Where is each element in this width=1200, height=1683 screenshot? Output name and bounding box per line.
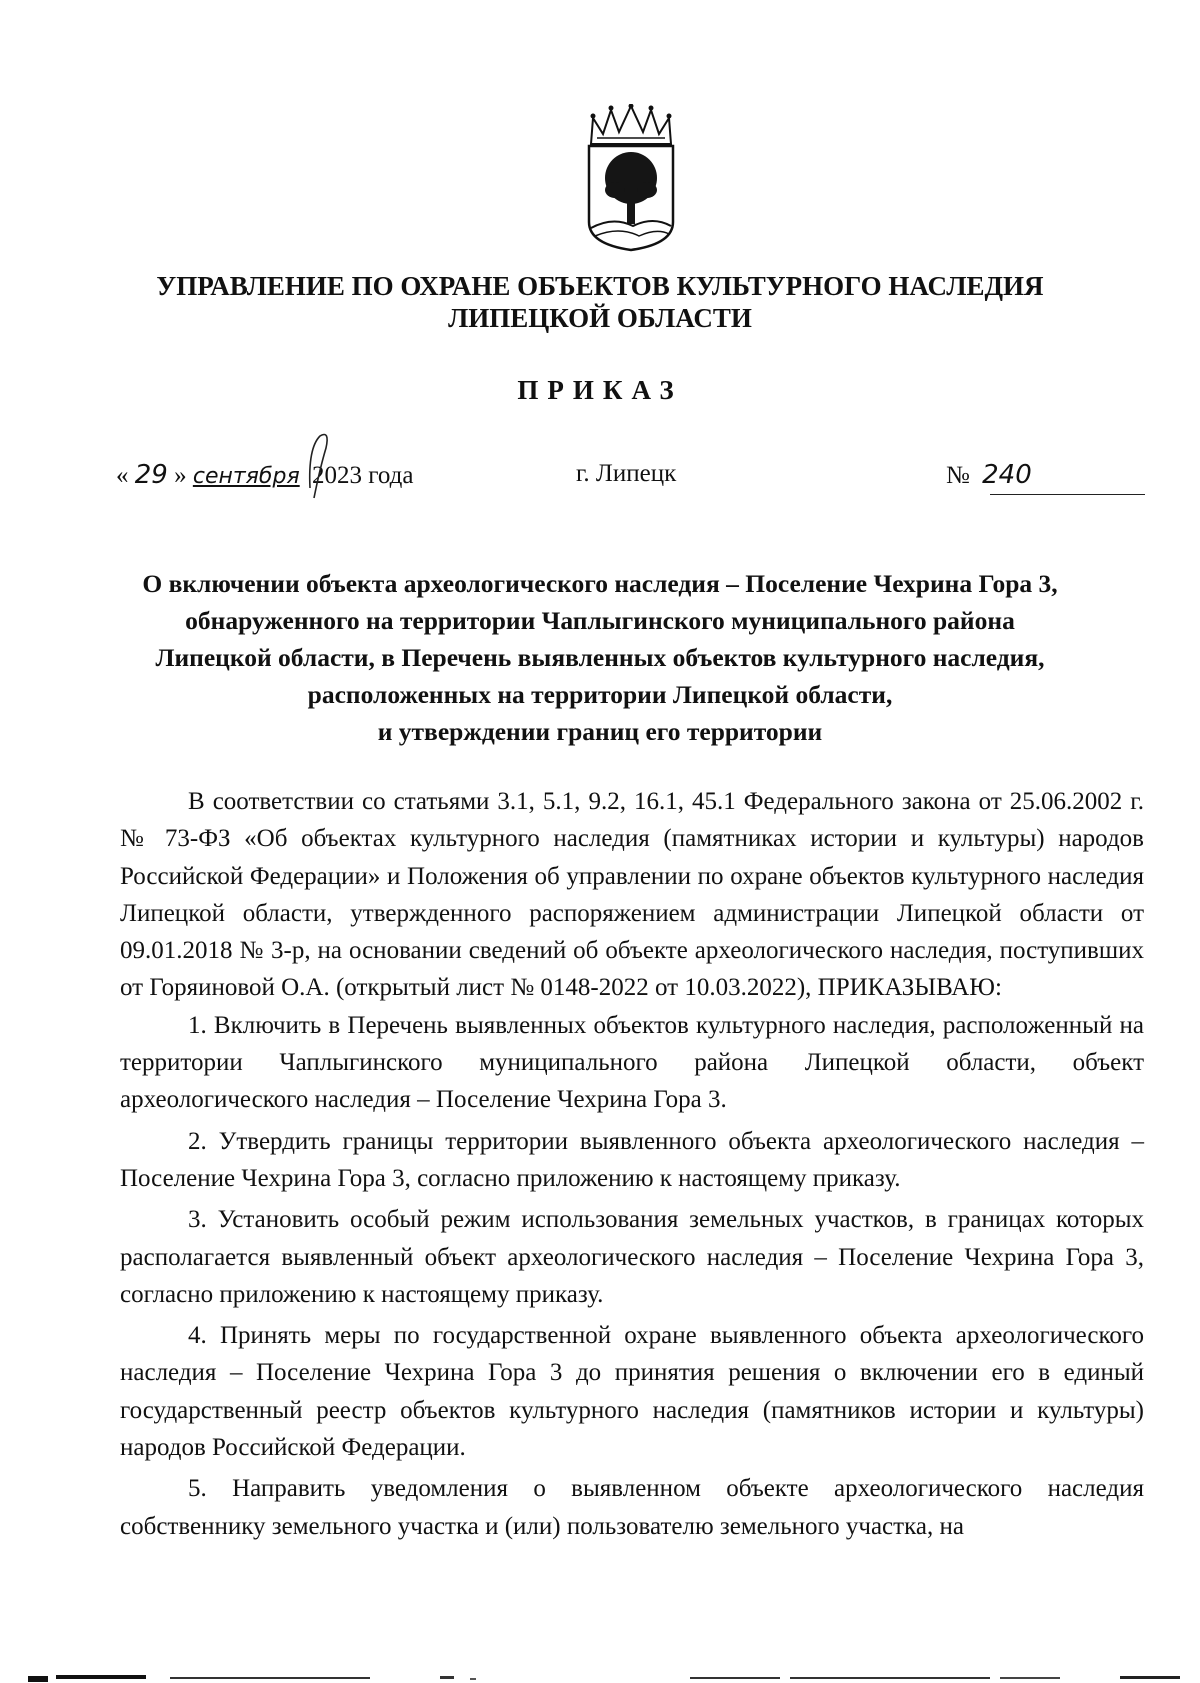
number-sign: № [946,462,970,489]
order-item-2: 2. Утвердить границы территории выявленного объекта археологического наследия – Поселение Чехрина Гора 3, согласно приложению к настоящему приказу. [120,1127,1144,1192]
date-month-handwritten: сентября [192,464,300,489]
number-underline [990,494,1145,495]
scan-edge-marks [0,1670,1200,1683]
number-handwritten: 240 [982,460,1032,490]
order-item-3: 3. Установить особый режим использования земельных участков, в границах которых располагается выявленный объект археологического наследия – Поселение Чехрина Гора 3, согласно приложению к настоящему приказу. [120,1206,1144,1308]
title-line: О включении объекта археологического наследия – Поселение Чехрина Гора 3, [142,569,1058,598]
quote-open: « [116,462,129,489]
organization-line-2: ЛИПЕЦКОЙ ОБЛАСТИ [448,303,752,333]
lipetsk-coat-of-arms-icon [583,104,679,252]
document-number [946,460,1032,490]
order-item-1: 1. Включить в Перечень выявленных объектов культурного наследия, расположенный на территории Чаплыгинского муниципального района Липецкой области, объект археологического наследия – Поселение Чехрина Гора 3. [120,1011,1144,1114]
title-line: расположенных на территории Липецкой области, [307,680,893,709]
quote-close: » [174,462,187,489]
handwriting-flourish-icon [300,428,340,508]
organization-line-1: УПРАВЛЕНИЕ ПО ОХРАНЕ ОБЪЕКТОВ КУЛЬТУРНОГО НАСЛЕДИЯ [156,271,1044,301]
preamble-paragraph: В соответствии со статьями 3.1, 5.1, 9.2, 16.1, 45.1 Федерального закона от 25.06.2002 г. № 73-ФЗ «Об объектах культурного наследия (памятниках истории и культуры) народов Российской Федерации» и Положения об управлении по охране объектов культурного наследия Липецкой области, утвержденного распоряжением администрации Липецкой области от 09.01.2018 № 3-р, на основании сведений об объекте археологического наследия, поступивших от Горяиновой О.А. (открытый лист № 0148-2022 от 10.03.2022), ПРИКАЗЫВАЮ: [120,788,1144,1002]
document-date [116,460,413,490]
document-type-heading: ПРИКАЗ [517,375,683,405]
date-year: 2023 года [311,462,414,489]
organization-name [100,270,1100,334]
title-line: Липецкой области, в Перечень выявленных объектов культурного наследия, [155,643,1045,672]
order-item-4: 4. Принять меры по государственной охране выявленного объекта археологического наследия – Поселение Чехрина Гора 3 до принятия решения о включении его в единый государственный реестр объектов культурного наследия (памятников истории и культуры) народов Российской Федерации. [120,1322,1144,1462]
date-day-handwritten: 29 [134,460,168,490]
order-item-5: 5. Направить уведомления о выявленном объекте археологического наследия собственнику земельного участка и (или) пользователю земельного участка, на [120,1475,1144,1540]
document-body [120,783,1144,1545]
document-city: г. Липецк [576,460,677,487]
document-title [100,565,1100,750]
title-line: обнаруженного на территории Чаплыгинского муниципального района [185,606,1015,635]
title-line: и утверждении границ его территории [377,717,823,746]
